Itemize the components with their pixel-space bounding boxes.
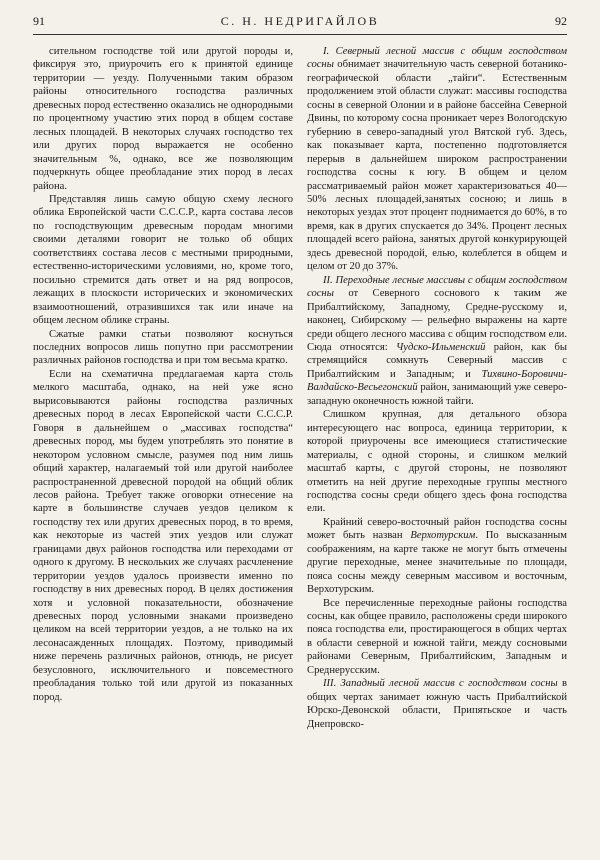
- paragraph: Все перечисленные переходные районы господства сосны, как общее правило, расположены среди широкого пояса господства ели, простирающегося в общих чертах в области северной и южной тайги, между сосновыми районами Северным, Прибалтийским, Западным и Среднерусским.: [307, 597, 567, 676]
- section-one-heading: I. Северный лесной массив с общим господством сосны: [307, 46, 567, 71]
- section-two-heading: II. Переходные лесные массивы с общим господством сосны: [307, 274, 567, 300]
- paragraph: Слишком крупная, для детального обзора интересующего нас вопроса, единица территории, к которой приурочены все имеющиеся статистические материалы, с одной стороны, и слишком мелкий масштаб карты, с другой стороны, не позволяют отметить на ней другие переходные группы местного господства сосны среди общего здесь фона господства ели.: [307, 409, 567, 515]
- paragraph-text: . По высказанным соображениям, на карте также не могут быть отмечены другие переходные, менее значительные по площади, пояса сосны между северным массивом и восточным, Верхотурским.: [307, 530, 567, 596]
- section-three: [307, 677, 567, 731]
- paragraph: Сжатые рамки статьи позволяют коснуться последних вопросов лишь попутно при рассмотрении различных районов господства и при том весьма кратко.: [33, 328, 293, 367]
- left-column: [33, 45, 293, 845]
- section-three-text: в общих чертах занимает южную часть Прибалтийской Юрско-Девонской области, Припятьское и часть Днепровско-: [307, 678, 567, 730]
- running-head: [33, 14, 567, 35]
- section-two-text: район, занимающий уже северо-западную оконечность южной тайги.: [307, 382, 567, 407]
- section-one-text: обнимает значительную часть северной ботанико-географической области „тайги“. Естественным продолжением этой области служат: массивы господства сосны в северной Олонии и в районе бассейна Северной Двины, по которому сосна проникает через Вологодскую губернию в северо-западный угол Вятской губ. Здесь, как показывает карта, постепенно подготовляется перерыв в дальнейшем широком распространении господства сосны к югу. В общем и целом рассматриваемый район может характеризоваться 40—50% лесных площадей,занятых сосною; и лишь в некоторых уездах этот процент поднимается до 60%, в то время, как в других спускается до 34%. Процент лесных площадей всего района, занятых другой конкурирующей здесь древесной породой, елью, колеблется в общем и целом от 20 до 37%.: [307, 59, 567, 273]
- page-number-left: 91: [33, 14, 45, 28]
- paragraph: [307, 516, 567, 597]
- paragraph: Представляя лишь самую общую схему лесного облика Европейской части С.С.С.Р., карта состава лесов по господствующим древесным породам многими своими деталями говорит не только об общих соответствиях состава лесов с местными природными, естественно-историческими условиями, но, кроме того, посильно стремится дать ответ и на ряд вопросов, лежащих в плоскости исторических и экономических взаимоотношений, отразившихся так или иначе на общем лесном облике страны.: [33, 193, 293, 327]
- paragraph-text: Крайний северо-восточный район господства сосны может быть назван: [307, 516, 567, 542]
- section-two-text: от Северного соснового к таким же Прибалтийскому, Западному, Средне-русскому и, наконец, Сибирскому — рельефно выражены на карте среди общего лесного массива с общим господством ели. Сюда относятся:: [307, 288, 567, 353]
- paragraph: Если на схематична предлагаемая карта столь мелкого масштаба, однако, на ней уже ясно вырисовываются районы господства различных древесных пород в лесах Европейской части С.С.С.Р. Говоря в дальнейшем о „массивах господства“ древесных пород, мы будем употреблять это понятие в некотором условном смысле, разумея под ним лишь общий характер, налагаемый той или другой наиболее распространенной древесной породой на общий облик лесов района. Требует также оговорки отнесение на карте в большинстве случаев уездов целиком к господству тех или других древесных пород, в то время, как некоторые из частей этих уездов или служат границами двух районов господства или переходами от одного к другому. В нескольких же случаях расчленение территории уездов удалось произвести именно по господству в них древесных пород. В целях достижения хотя и условной показательности, обозначение древесных пород условными знаками произведено целиком на всей территории уездов, а не только на их лесонасажденных площадях. Поэтому, приводимый ниже перечень различных районов, отнюдь, не рисует безусловного, исключительного и повсеместного преобладания только той или другой из показанных пород.: [33, 368, 293, 703]
- text-columns: [33, 45, 567, 845]
- region-name: Тихвино-Боровичи-Валдайско-Весьегонский: [307, 368, 567, 394]
- section-two-text: район, как бы стремящийся сомкнуть Северный массив с Прибалтийским и Западным; и: [307, 341, 567, 380]
- running-title: С. Н. НЕДРИГАЙЛОВ: [220, 14, 380, 28]
- paragraph: сительном господстве той или другой породы и, фиксируя это, приурочить его к принятой единице территории — уезду. Полученными таким образом районы относительного господства различных древесных пород естественно оказались не однородными по процентному участию этих пород в общем составе лесных площадей. В некоторых случаях господство тех или других пород выражается не особенно значительным %, однако, все же позволяющим подчеркнуть общее преобладание этих пород в лесах района.: [33, 46, 293, 192]
- section-three-heading: III. Западный лесной массив с господством сосны: [323, 678, 558, 690]
- right-column: [307, 45, 567, 845]
- section-one: [307, 45, 567, 274]
- region-name: Верхотурским: [410, 530, 476, 542]
- region-name: Чудско-Ильменский: [396, 341, 486, 353]
- section-two: [307, 274, 567, 409]
- page-number-right: 92: [555, 14, 567, 28]
